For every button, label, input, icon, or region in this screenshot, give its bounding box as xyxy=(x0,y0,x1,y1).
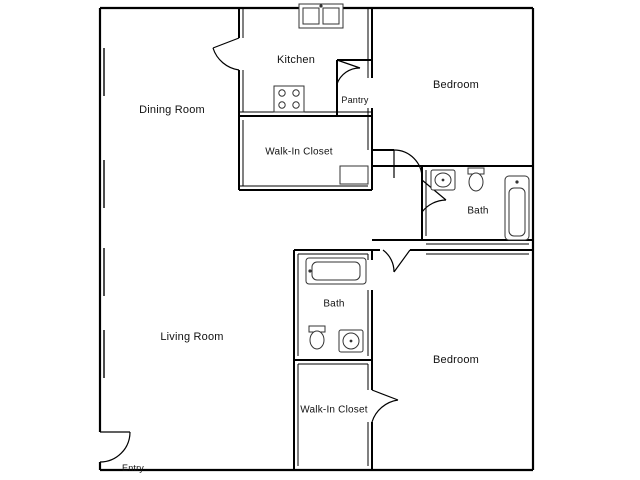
room-label-walk-in-closet-bottom: Walk-In Closet xyxy=(300,404,368,416)
room-label-walk-in-closet-top: Walk-In Closet xyxy=(265,146,333,158)
room-label-bedroom-top: Bedroom xyxy=(432,79,480,91)
kitchen-range-icon xyxy=(274,86,304,112)
bath-right-sink-icon xyxy=(431,170,455,190)
room-label-bath-right: Bath xyxy=(467,205,489,217)
kitchen-door xyxy=(213,38,239,70)
room-label-entry: Entry xyxy=(121,463,145,473)
closet-top-shelf xyxy=(340,166,368,184)
closet-top-door xyxy=(394,150,422,178)
bath-middle-door xyxy=(383,250,410,272)
wall-detail-lines xyxy=(239,8,529,466)
pantry-door xyxy=(337,60,372,84)
doors xyxy=(100,38,446,462)
room-label-dining-room: Dining Room xyxy=(139,104,205,116)
bath-right-toilet-icon xyxy=(468,168,484,191)
room-label-bath-middle: Bath xyxy=(323,298,345,310)
room-label-living-room: Living Room xyxy=(160,331,224,343)
bath-right-tub-icon xyxy=(505,176,529,240)
interior-walls xyxy=(239,8,533,470)
closet-bottom-door xyxy=(372,390,398,422)
bath-middle-sink-icon xyxy=(339,330,363,352)
room-label-pantry: Pantry xyxy=(341,95,369,105)
entry-door xyxy=(100,432,130,462)
room-label-bedroom-bottom: Bedroom xyxy=(432,354,480,366)
bath-middle-tub-icon xyxy=(306,258,366,284)
bath-middle-toilet-icon xyxy=(309,326,325,349)
kitchen-double-sink-icon xyxy=(299,4,343,28)
room-label-kitchen: Kitchen xyxy=(276,54,316,66)
